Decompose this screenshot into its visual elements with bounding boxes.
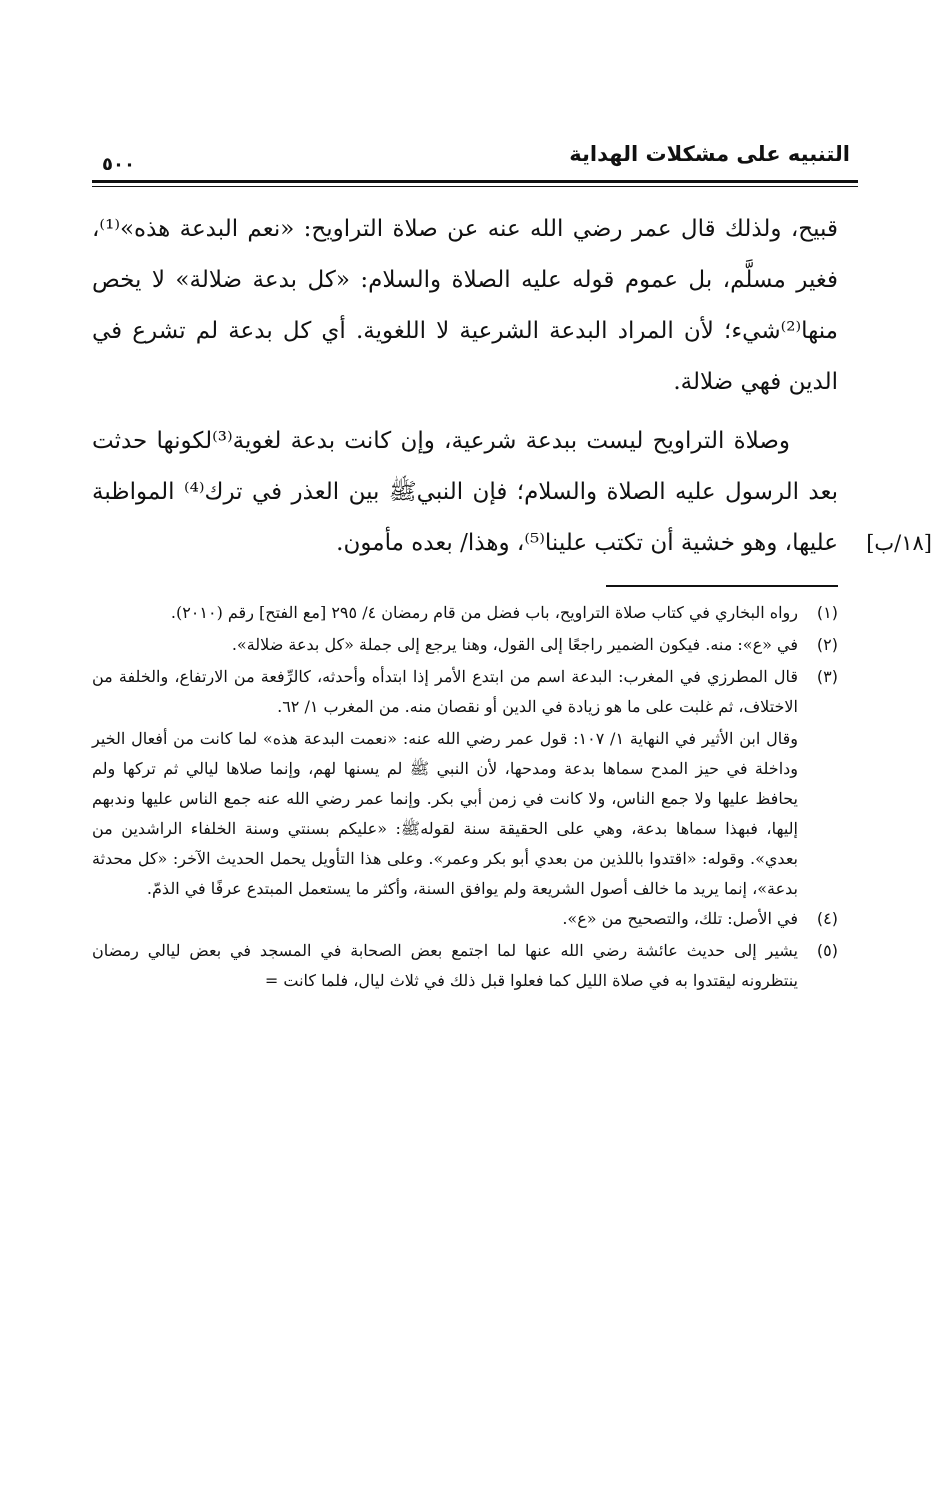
footnote-text: قال المطرزي في المغرب: البدعة اسم من ابتدع الأمر إذا ابتدأه وأحدثه، كالرِّفعة من الارتفاع، والخلفة من الاختلاف، ثم غلبت على ما هو زيادة في الدين أو نقصان منه. من المغرب ١/ ٦٢. bbox=[92, 667, 798, 716]
footnote bbox=[92, 662, 838, 722]
footnote-text: يشير إلى حديث عائشة رضي الله عنها لما اجتمع بعض الصحابة في المسجد في بعض ليالي رمضان ينتظرونه ليقتدوا به في صلاة الليل كما فعلوا قبل ذلك في ثلاث ليال، فلما كانت = bbox=[92, 941, 798, 990]
footnote-number: (٣) bbox=[816, 667, 838, 686]
footnote-divider bbox=[606, 585, 838, 587]
main-paragraph: وصلاة التراويح ليست ببدعة شرعية، وإن كانت بدعة لغوية⁽³⁾لكونها حدثت بعد الرسول عليه الصلاة والسلام؛ فإن النبيﷺ بين العذر في ترك⁽⁴⁾ المواظبة عليها، وهو خشية أن تكتب علينا⁽⁵⁾، وهذا/ بعده مأمون. bbox=[92, 428, 838, 556]
footnote-number: (٤) bbox=[816, 909, 838, 928]
main-paragraph: قبيح، ولذلك قال عمر رضي الله عنه عن صلاة التراويح: «نعم البدعة هذه»⁽¹⁾، فغير مسلَّم، بل عموم قوله عليه الصلاة والسلام: «كل بدعة ضلالة» لا يخص منها⁽²⁾شيء؛ لأن المراد البدعة الشرعية لا اللغوية. أي كل بدعة لم تشرع في الدين فهي ضلالة. bbox=[92, 216, 838, 395]
footnote-text: رواه البخاري في كتاب صلاة التراويح، باب فضل من قام رمضان ٤/ ٢٩٥ [مع الفتح] رقم (٢٠١٠). bbox=[170, 603, 798, 622]
footnotes bbox=[92, 598, 838, 998]
footnote bbox=[92, 904, 838, 934]
footnote bbox=[92, 598, 838, 628]
footnote-number: (١) bbox=[816, 603, 838, 622]
footnote-continuation: وقال ابن الأثير في النهاية ١/ ١٠٧: قول عمر رضي الله عنه: «نعمت البدعة هذه» لما كانت من أفعال الخير وداخلة في حيز المدح سماها بدعة ومدحها، لأن النبي ﷺ لم يسنها لهم، وإنما صلاها ليالي ثم تركها ولم يحافظ عليها ولا جمع الناس، ولا كانت في زمن أبي بكر. وإنما عمر رضي الله عنه جمع الناس عليها وندبهم إليها، فبهذا سماها بدعة، وهي على الحقيقة سنة لقولهﷺ: «عليكم بسنتي وسنة الخلفاء الراشدين من بعدي». وقوله: «اقتدوا باللذين من بعدي أبو بكر وعمر». وعلى هذا التأويل يحمل الحديث الآخر: «كل محدثة بدعة»، إنما يريد ما خالف أصول الشريعة ولم يوافق السنة، وأكثر ما يستعمل المبتدع عرفًا في الذمّ. bbox=[92, 729, 798, 898]
footnote-text: في الأصل: تلك، والتصحيح من «ع». bbox=[562, 909, 798, 928]
footnote bbox=[92, 630, 838, 660]
header-divider-thin bbox=[92, 186, 858, 187]
margin-folio-note: [١٨/ب] bbox=[866, 531, 932, 555]
page-number: ٥٠٠ bbox=[102, 154, 135, 175]
running-title: التنبيه على مشكلات الهداية bbox=[569, 142, 850, 166]
footnote bbox=[92, 936, 838, 996]
footnote-number: (٥) bbox=[816, 941, 838, 960]
footnote-text: في «ع»: منه. فيكون الضمير راجعًا إلى القول، وهنا يرجع إلى جملة «كل بدعة ضلالة». bbox=[231, 635, 798, 654]
main-text bbox=[92, 204, 838, 569]
page-header bbox=[92, 138, 858, 174]
footnote-number: (٢) bbox=[816, 635, 838, 654]
header-divider bbox=[92, 180, 858, 183]
